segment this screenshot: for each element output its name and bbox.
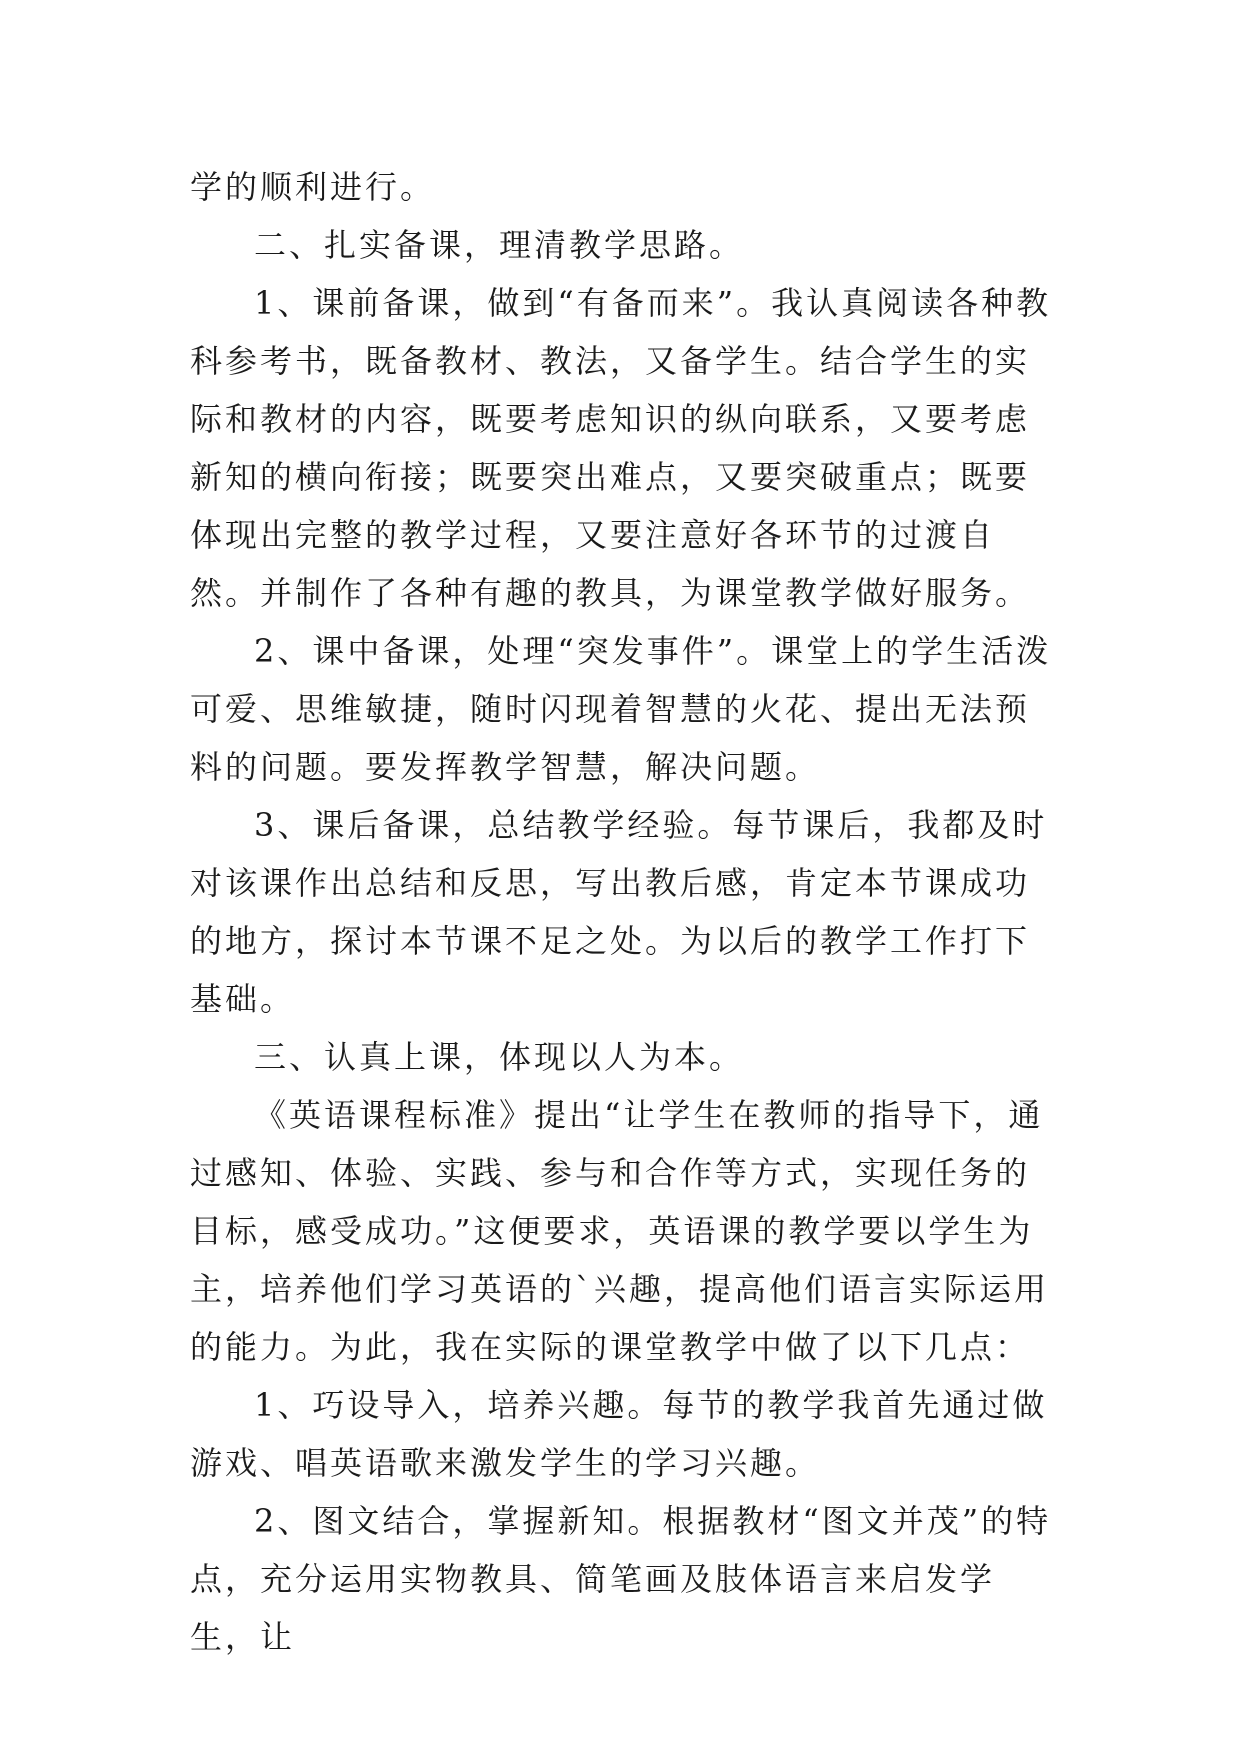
document-body (190, 158, 1060, 1666)
paragraph: 2、图文结合，掌握新知。根据教材“图文并茂”的特点，充分运用实物教具、简笔画及肢体语言来启发学生，让 (190, 1502, 1052, 1656)
paragraph: 《英语课程标准》提出“让学生在教师的指导下，通过感知、体验、实践、参与和合作等方式，实现任务的目标，感受成功。”这便要求，英语课的教学要以学生为主，培养他们学习英语的`兴趣，提高他们语言实际运用的能力。为此，我在实际的课堂教学中做了以下几点： (190, 1096, 1050, 1366)
section-heading: 三、认真上课，体现以人为本。 (254, 1038, 745, 1076)
paragraph: 1、巧设导入，培养兴趣。每节的教学我首先通过做游戏、唱英语歌来激发学生的学习兴趣。 (190, 1386, 1048, 1482)
paragraph: 1、课前备课，做到“有备而来”。我认真阅读各种教科参考书，既备教材、教法，又备学生。结合学生的实际和教材的内容，既要考虑知识的纵向联系，又要考虑新知的横向衔接；既要突出难点，又要突破重点；既要体现出完整的教学过程，又要注意好各环节的过渡自然。并制作了各种有趣的教具，为课堂教学做好服务。 (190, 284, 1052, 612)
section-heading: 二、扎实备课，理清教学思路。 (254, 226, 745, 264)
paragraph: 3、课后备课，总结教学经验。每节课后，我都及时对该课作出总结和反思，写出教后感，肯定本节课成功的地方，探讨本节课不足之处。为以后的教学工作打下基础。 (190, 806, 1048, 1018)
paragraph: 学的顺利进行。 (190, 168, 436, 206)
paragraph: 2、课中备课，处理“突发事件”。课堂上的学生活泼可爱、思维敏捷，随时闪现着智慧的火花、提出无法预料的问题。要发挥教学智慧，解决问题。 (190, 632, 1052, 786)
